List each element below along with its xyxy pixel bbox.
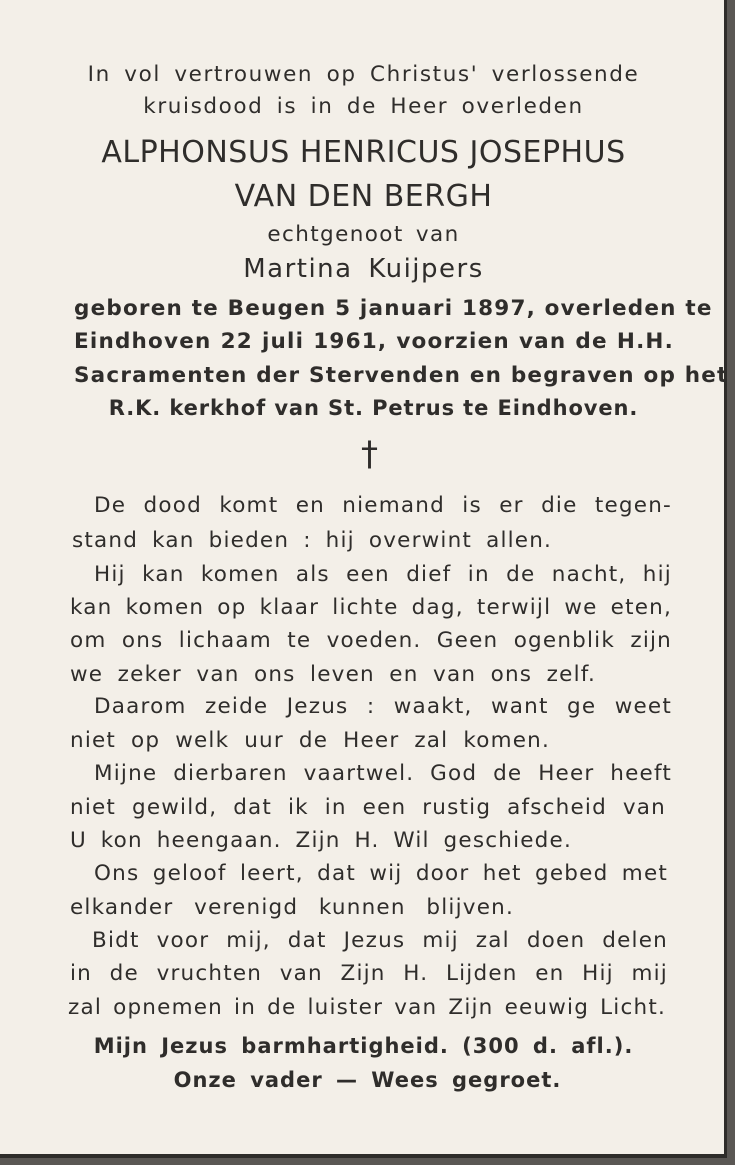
verse-line: Hij kan komen als een dief in de nacht, hij [94, 562, 672, 587]
verse-line: Bidt voor mij, dat Jezus mij zal doen delen [92, 928, 668, 953]
bio-line: Eindhoven 22 juli 1961, voorzien van de H.H. [74, 329, 674, 354]
verse-line: om ons lichaam te voeden. Geen ogenblik zijn [70, 628, 672, 653]
verse-line: Ons geloof leert, dat wij door het gebed met [94, 861, 668, 886]
verse-line: we zeker van ons leven en van ons zelf. [70, 662, 596, 687]
deceased-name-line2: VAN DEN BERGH [234, 179, 493, 214]
intro-line: kruisdood is in de Heer overleden [143, 94, 584, 119]
bio-line: geboren te Beugen 5 januari 1897, overleden te [74, 296, 713, 321]
verse-line: Daarom zeide Jezus : waakt, want ge weet [94, 694, 672, 719]
bio-line: R.K. kerkhof van St. Petrus te Eindhoven. [108, 396, 639, 420]
deceased-name-line1: ALPHONSUS HENRICUS JOSEPHUS [101, 135, 626, 170]
verse-line: elkander verenigd kunnen blijven. [70, 895, 514, 920]
bio-line: Sacramenten der Stervenden en begraven op het [74, 363, 729, 388]
spouse-label: echtgenoot van [267, 222, 460, 247]
prayer-line: Mijn Jezus barmhartigheid. (300 d. afl.). [93, 1034, 634, 1058]
spouse-name: Martina Kuijpers [243, 254, 484, 284]
cross-icon: † [361, 434, 378, 474]
verse-line: in de vruchten van Zijn H. Lijden en Hij mij [70, 961, 668, 986]
verse-line: Mijne dierbaren vaartwel. God de Heer heeft [94, 761, 672, 786]
intro-line: In vol vertrouwen op Christus' verlossende [87, 62, 640, 87]
verse-line: De dood komt en niemand is er die tegen- [94, 493, 672, 518]
prayer-line: Onze vader — Wees gegroet. [173, 1068, 562, 1092]
verse-line: stand kan bieden : hij overwint allen. [72, 528, 553, 553]
verse-line: zal opnemen in de luister van Zijn eeuwig Licht. [68, 995, 666, 1020]
verse-line: niet op welk uur de Heer zal komen. [70, 728, 550, 753]
verse-line: niet gewild, dat ik in een rustig afscheid van [70, 795, 666, 820]
verse-line: U kon heengaan. Zijn H. Wil geschiede. [70, 828, 572, 853]
verse-line: kan komen op klaar lichte dag, terwijl we eten, [70, 595, 672, 620]
